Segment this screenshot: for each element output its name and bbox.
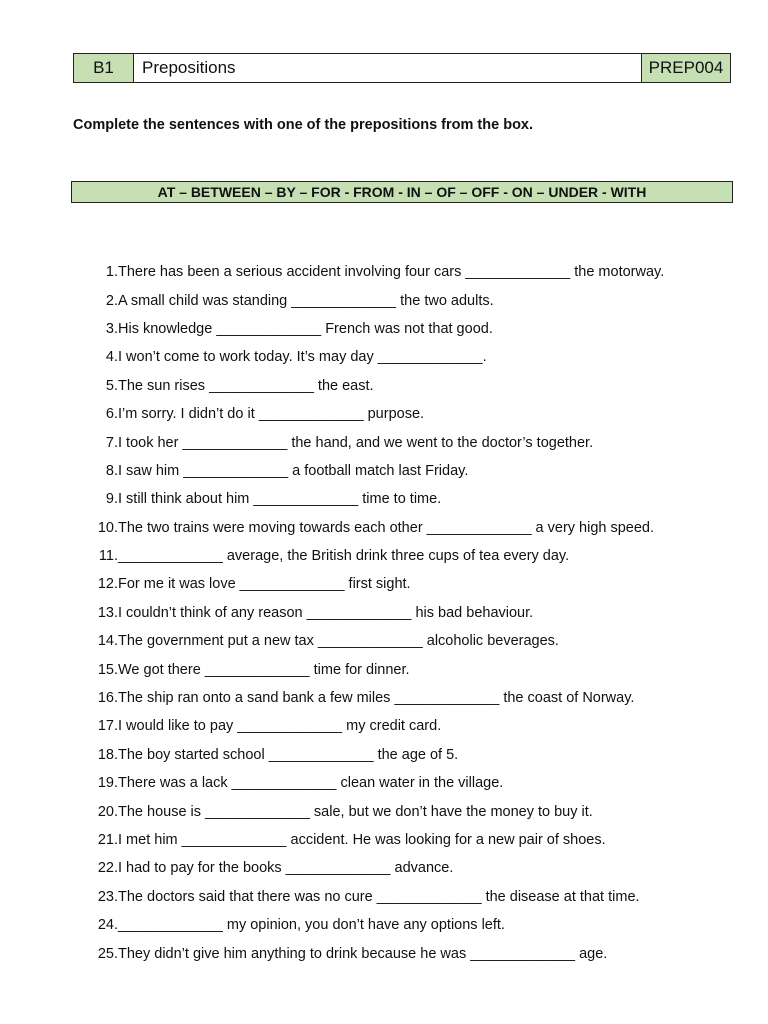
instruction-text: Complete the sentences with one of the prepositions from the box. [73,117,534,133]
exercise-sentence: The ship ran onto a sand bank a few miles _____________ the coast of Norway. [118,690,635,707]
worksheet-title: Prepositions [134,54,642,82]
exercise-sentence: I had to pay for the books _____________ advance. [118,860,454,877]
exercise-number: 9. [105,491,118,508]
exercise-sentence: I still think about him _____________ time to time. [118,491,442,508]
exercise-number: 20. [97,803,118,820]
exercise-sentence: The house is _____________ sale, but we don’t have the money to buy it. [118,803,593,820]
exercise-sentence: I won’t come to work today. It’s may day _____________. [118,349,487,366]
exercise-number: 11. [98,548,118,565]
exercise-sentence: _____________ average, the British drink three cups of tea every day. [118,548,570,565]
exercise-item [88,599,664,627]
exercise-item [88,343,664,371]
exercise-item [88,428,664,456]
exercise-number: 4. [105,349,118,366]
exercise-item [88,372,664,400]
exercise-sentence: There was a lack _____________ clean water in the village. [118,775,504,792]
exercise-number: 18. [97,746,118,763]
exercise-sentence: They didn’t give him anything to drink because he was _____________ age. [118,945,608,962]
exercise-number: 25. [97,945,118,962]
exercise-item [88,286,664,314]
exercise-sentence: We got there _____________ time for dinner. [118,661,410,678]
exercise-item [88,542,664,570]
exercise-sentence: I took her _____________ the hand, and we went to the doctor’s together. [118,434,594,451]
exercise-sentence: I’m sorry. I didn’t do it _____________ purpose. [118,406,425,423]
exercise-item [88,911,664,939]
exercise-item [88,883,664,911]
exercise-sentence: I couldn’t think of any reason _____________ his bad behaviour. [118,604,534,621]
exercise-item [88,258,664,286]
exercise-number: 10. [97,519,118,536]
exercise-number: 19. [97,775,118,792]
exercise-sentence: The boy started school _____________ the age of 5. [118,746,459,763]
exercise-number: 15. [97,661,118,678]
exercise-item [88,939,664,967]
exercise-sentence: The two trains were moving towards each other _____________ a very high speed. [118,519,655,536]
exercise-number: 3. [105,320,118,337]
exercise-sentence: For me it was love _____________ first sight. [118,576,411,593]
level-label: B1 [74,54,134,82]
exercise-item [88,684,664,712]
exercise-number: 13. [97,604,118,621]
exercise-item [88,315,664,343]
exercise-item [88,854,664,882]
exercise-item [88,514,664,542]
exercise-item [88,457,664,485]
exercise-number: 23. [97,888,118,905]
exercise-number: 2. [105,292,118,309]
exercise-number: 5. [105,377,118,394]
worksheet-header [73,53,731,83]
exercise-item [88,570,664,598]
exercise-number: 14. [97,633,118,650]
exercise-sentence: _____________ my opinion, you don’t have any options left. [118,917,505,934]
worksheet-code: PREP004 [642,54,730,82]
exercise-item [88,627,664,655]
exercise-sentence: A small child was standing _____________ the two adults. [118,292,494,309]
exercise-item [88,485,664,513]
exercise-sentence: I saw him _____________ a football match last Friday. [118,462,469,479]
exercise-number: 16. [97,690,118,707]
exercise-number: 17. [97,718,118,735]
exercise-number: 6. [105,406,118,423]
exercise-item [88,655,664,683]
exercise-number: 24. [97,917,118,934]
exercise-item [88,400,664,428]
exercise-item [88,769,664,797]
exercise-sentence: There has been a serious accident involving four cars _____________ the motorway. [118,264,665,281]
exercise-sentence: I would like to pay _____________ my credit card. [118,718,442,735]
exercise-item [88,712,664,740]
exercise-item [88,826,664,854]
exercise-sentence: The sun rises _____________ the east. [118,377,374,394]
exercise-list [88,258,664,968]
exercise-number: 21. [97,832,118,848]
exercise-number: 8. [105,462,118,479]
exercise-sentence: The doctors said that there was no cure _____________ the disease at that time. [118,888,640,905]
exercise-item [88,797,664,825]
exercise-sentence: His knowledge _____________ French was not that good. [118,320,493,337]
exercise-number: 22. [97,860,118,877]
exercise-sentence: The government put a new tax _____________ alcoholic beverages. [118,633,559,650]
preposition-word-box: AT – BETWEEN – BY – FOR - FROM - IN – OF – OFF - ON – UNDER - WITH [71,181,733,203]
exercise-number: 7. [105,434,118,451]
exercise-number: 1. [105,264,118,281]
exercise-number: 12. [97,576,118,593]
exercise-sentence: I met him _____________ accident. He was looking for a new pair of shoes. [118,832,606,848]
exercise-item [88,741,664,769]
